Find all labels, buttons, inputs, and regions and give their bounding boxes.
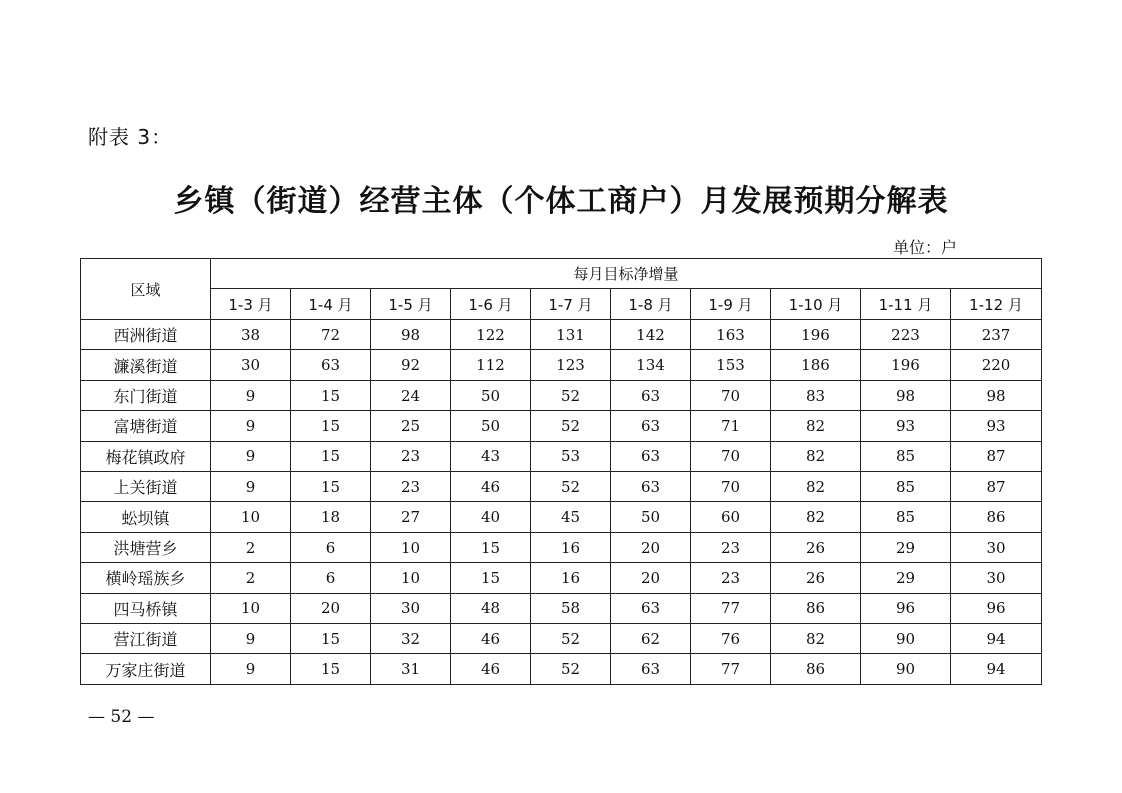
value-cell: 223 — [861, 320, 951, 350]
value-cell: 9 — [211, 411, 291, 441]
value-cell: 123 — [531, 350, 611, 380]
value-cell: 2 — [211, 532, 291, 562]
value-cell: 6 — [291, 532, 371, 562]
value-cell: 63 — [291, 350, 371, 380]
value-cell: 30 — [951, 563, 1042, 593]
value-cell: 72 — [291, 320, 371, 350]
value-cell: 9 — [211, 654, 291, 685]
value-cell: 32 — [371, 624, 451, 654]
region-cell: 蚣坝镇 — [81, 502, 211, 532]
value-cell: 90 — [861, 654, 951, 685]
region-cell: 上关街道 — [81, 472, 211, 502]
table-row — [81, 532, 1042, 562]
value-cell: 23 — [691, 563, 771, 593]
unit-label: 单位：户 — [893, 238, 958, 257]
value-cell: 18 — [291, 502, 371, 532]
period-header: 1-6 月 — [451, 289, 531, 320]
table-row — [81, 593, 1042, 623]
value-cell: 90 — [861, 624, 951, 654]
value-cell: 15 — [451, 563, 531, 593]
value-cell: 9 — [211, 380, 291, 410]
value-cell: 63 — [611, 411, 691, 441]
value-cell: 77 — [691, 593, 771, 623]
value-cell: 46 — [451, 472, 531, 502]
value-cell: 38 — [211, 320, 291, 350]
value-cell: 48 — [451, 593, 531, 623]
value-cell: 60 — [691, 502, 771, 532]
value-cell: 50 — [611, 502, 691, 532]
region-cell: 富塘街道 — [81, 411, 211, 441]
value-cell: 15 — [291, 624, 371, 654]
value-cell: 2 — [211, 563, 291, 593]
value-cell: 94 — [951, 624, 1042, 654]
value-cell: 15 — [451, 532, 531, 562]
value-cell: 87 — [951, 441, 1042, 471]
header-row-group — [81, 259, 1042, 289]
value-cell: 98 — [951, 380, 1042, 410]
value-cell: 23 — [371, 441, 451, 471]
value-cell: 16 — [531, 532, 611, 562]
value-cell: 20 — [611, 563, 691, 593]
value-cell: 23 — [371, 472, 451, 502]
value-cell: 85 — [861, 441, 951, 471]
value-cell: 63 — [611, 472, 691, 502]
value-cell: 29 — [861, 532, 951, 562]
value-cell: 98 — [371, 320, 451, 350]
table-row — [81, 411, 1042, 441]
value-cell: 196 — [771, 320, 861, 350]
value-cell: 52 — [531, 472, 611, 502]
value-cell: 50 — [451, 380, 531, 410]
value-cell: 15 — [291, 654, 371, 685]
value-cell: 98 — [861, 380, 951, 410]
value-cell: 63 — [611, 380, 691, 410]
value-cell: 15 — [291, 380, 371, 410]
value-cell: 23 — [691, 532, 771, 562]
value-cell: 30 — [371, 593, 451, 623]
value-cell: 63 — [611, 593, 691, 623]
table-row — [81, 320, 1042, 350]
region-cell: 横岭瑶族乡 — [81, 563, 211, 593]
table-row — [81, 502, 1042, 532]
period-header: 1-10 月 — [771, 289, 861, 320]
value-cell: 186 — [771, 350, 861, 380]
value-cell: 50 — [451, 411, 531, 441]
value-cell: 94 — [951, 654, 1042, 685]
value-cell: 43 — [451, 441, 531, 471]
period-header: 1-5 月 — [371, 289, 451, 320]
value-cell: 6 — [291, 563, 371, 593]
value-cell: 76 — [691, 624, 771, 654]
value-cell: 53 — [531, 441, 611, 471]
value-cell: 52 — [531, 624, 611, 654]
value-cell: 85 — [861, 472, 951, 502]
value-cell: 237 — [951, 320, 1042, 350]
value-cell: 9 — [211, 624, 291, 654]
group-header: 每月目标净增量 — [211, 259, 1042, 289]
value-cell: 40 — [451, 502, 531, 532]
table-row — [81, 380, 1042, 410]
value-cell: 131 — [531, 320, 611, 350]
value-cell: 220 — [951, 350, 1042, 380]
value-cell: 15 — [291, 411, 371, 441]
value-cell: 63 — [611, 654, 691, 685]
region-cell: 西洲街道 — [81, 320, 211, 350]
period-header: 1-8 月 — [611, 289, 691, 320]
value-cell: 82 — [771, 472, 861, 502]
value-cell: 77 — [691, 654, 771, 685]
value-cell: 15 — [291, 441, 371, 471]
forecast-table — [80, 258, 1042, 685]
value-cell: 24 — [371, 380, 451, 410]
value-cell: 46 — [451, 654, 531, 685]
value-cell: 63 — [611, 441, 691, 471]
value-cell: 9 — [211, 441, 291, 471]
header-row-periods — [81, 289, 1042, 320]
page-number: — 52 — — [88, 707, 155, 727]
table-row — [81, 441, 1042, 471]
value-cell: 10 — [211, 593, 291, 623]
value-cell: 86 — [771, 593, 861, 623]
region-cell: 濂溪街道 — [81, 350, 211, 380]
value-cell: 82 — [771, 411, 861, 441]
value-cell: 58 — [531, 593, 611, 623]
value-cell: 26 — [771, 563, 861, 593]
table-row — [81, 654, 1042, 685]
page-title: 乡镇（街道）经营主体（个体工商户）月发展预期分解表 — [173, 184, 949, 219]
value-cell: 93 — [951, 411, 1042, 441]
value-cell: 82 — [771, 441, 861, 471]
value-cell: 9 — [211, 472, 291, 502]
value-cell: 52 — [531, 380, 611, 410]
region-cell: 营江街道 — [81, 624, 211, 654]
table-row — [81, 624, 1042, 654]
value-cell: 10 — [371, 532, 451, 562]
value-cell: 29 — [861, 563, 951, 593]
value-cell: 10 — [211, 502, 291, 532]
value-cell: 70 — [691, 441, 771, 471]
value-cell: 70 — [691, 472, 771, 502]
period-header: 1-11 月 — [861, 289, 951, 320]
value-cell: 31 — [371, 654, 451, 685]
value-cell: 20 — [291, 593, 371, 623]
period-header: 1-12 月 — [951, 289, 1042, 320]
value-cell: 93 — [861, 411, 951, 441]
period-header: 1-4 月 — [291, 289, 371, 320]
region-cell: 梅花镇政府 — [81, 441, 211, 471]
value-cell: 196 — [861, 350, 951, 380]
value-cell: 96 — [861, 593, 951, 623]
value-cell: 153 — [691, 350, 771, 380]
value-cell: 30 — [211, 350, 291, 380]
value-cell: 26 — [771, 532, 861, 562]
value-cell: 45 — [531, 502, 611, 532]
value-cell: 27 — [371, 502, 451, 532]
value-cell: 46 — [451, 624, 531, 654]
value-cell: 87 — [951, 472, 1042, 502]
value-cell: 16 — [531, 563, 611, 593]
value-cell: 10 — [371, 563, 451, 593]
value-cell: 15 — [291, 472, 371, 502]
value-cell: 82 — [771, 624, 861, 654]
value-cell: 83 — [771, 380, 861, 410]
value-cell: 70 — [691, 380, 771, 410]
value-cell: 20 — [611, 532, 691, 562]
value-cell: 25 — [371, 411, 451, 441]
period-header: 1-7 月 — [531, 289, 611, 320]
value-cell: 30 — [951, 532, 1042, 562]
region-cell: 万家庄街道 — [81, 654, 211, 685]
table-row — [81, 472, 1042, 502]
period-header: 1-3 月 — [211, 289, 291, 320]
appendix-label: 附表 3： — [88, 125, 173, 149]
value-cell: 62 — [611, 624, 691, 654]
value-cell: 112 — [451, 350, 531, 380]
value-cell: 92 — [371, 350, 451, 380]
value-cell: 142 — [611, 320, 691, 350]
value-cell: 52 — [531, 654, 611, 685]
value-cell: 71 — [691, 411, 771, 441]
value-cell: 86 — [771, 654, 861, 685]
table-row — [81, 563, 1042, 593]
region-cell: 洪塘营乡 — [81, 532, 211, 562]
value-cell: 163 — [691, 320, 771, 350]
value-cell: 122 — [451, 320, 531, 350]
region-cell: 四马桥镇 — [81, 593, 211, 623]
value-cell: 86 — [951, 502, 1042, 532]
value-cell: 82 — [771, 502, 861, 532]
value-cell: 134 — [611, 350, 691, 380]
period-header: 1-9 月 — [691, 289, 771, 320]
region-header: 区域 — [81, 259, 211, 320]
value-cell: 52 — [531, 411, 611, 441]
value-cell: 96 — [951, 593, 1042, 623]
value-cell: 85 — [861, 502, 951, 532]
table-row — [81, 350, 1042, 380]
region-cell: 东门街道 — [81, 380, 211, 410]
